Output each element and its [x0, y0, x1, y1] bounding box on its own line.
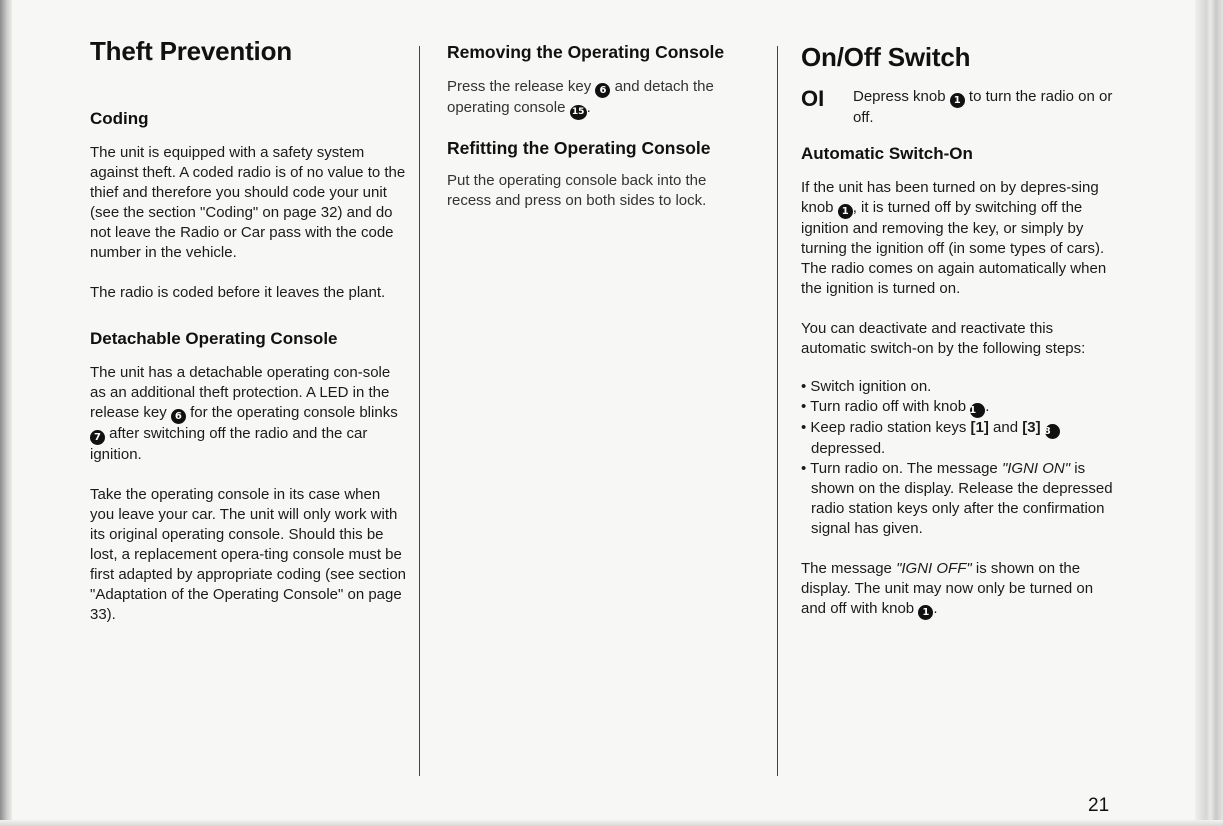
- column-operating-console: [447, 42, 747, 211]
- steps-list: [801, 377, 1119, 539]
- heading-detachable-console: Detachable Operating Console: [90, 329, 338, 348]
- removing-paragraph: Press the release key 6 and detach the operating console 15 .: [447, 77, 747, 120]
- heading-automatic-switch-on: Automatic Switch-On: [801, 144, 973, 163]
- coding-paragraph-1: The unit is equipped with a safety system against theft. A coded radio is of no value to the thief and therefore you should code your unit (see the section "Coding" on page 32) and do not leave the Radio or Car pass with the code number in the vehicle.: [90, 144, 406, 261]
- knob-1-icon: 1: [950, 93, 965, 108]
- knob-7-icon: 7: [90, 430, 105, 445]
- page-bottom-edge: [0, 820, 1223, 826]
- heading-removing-console: Removing the Operating Console: [447, 42, 725, 62]
- list-item: • Turn radio off with knob 1 .: [801, 397, 1119, 418]
- knob-1-icon: 1: [970, 403, 985, 418]
- section-title-theft-prevention: Theft Prevention: [90, 36, 292, 66]
- list-item: • Turn radio on. The message "IGNI ON" is shown on the display. Release the depressed radio station keys only after the confirmation signal has given.: [801, 459, 1119, 539]
- list-item: • Switch ignition on.: [801, 377, 1119, 397]
- column-divider: [419, 46, 420, 776]
- heading-refitting-console: Refitting the Operating Console: [447, 138, 711, 158]
- on-off-instruction: [801, 87, 1119, 128]
- book-spine-shadow: [0, 0, 12, 826]
- heading-coding: Coding: [90, 109, 149, 128]
- page-number: 21: [1088, 795, 1110, 816]
- knob-8-icon: 8: [1045, 424, 1060, 439]
- auto-paragraph-1: If the unit has been turned on by depres-sing knob 1 , it is turned off by switching off the ignition and removing the key, or simply by turning the ignition off (in some types of cars). The radio comes on again automatically when the ignition is turned on.: [801, 179, 1107, 297]
- column-on-off-switch: [801, 42, 1119, 620]
- knob-1-icon: 1: [838, 204, 853, 219]
- page-edge: [1195, 0, 1223, 826]
- knob-6-icon: 6: [595, 83, 610, 98]
- column-divider: [777, 46, 778, 776]
- auto-paragraph-3: The message "IGNI OFF" is shown on the display. The unit may now only be turned on and off with knob 1 .: [801, 560, 1094, 618]
- coding-paragraph-2: The radio is coded before it leaves the plant.: [90, 284, 386, 301]
- on-off-text: Depress knob 1 to turn the radio on or off.: [853, 88, 1113, 126]
- auto-paragraph-2: You can deactivate and reactivate this automatic switch-on by the following steps:: [801, 320, 1086, 357]
- detachable-paragraph-2: Take the operating console in its case when you leave your car. The unit will only work with its original operating console. Should this be lost, a replacement opera-ting console must be first adapted by appropriate coding (see section "Adaptation of the Operating Console" on page 33).: [90, 486, 407, 623]
- knob-1-icon: 1: [918, 605, 933, 620]
- knob-6-icon: 6: [171, 409, 186, 424]
- knob-15-icon: 15: [570, 105, 587, 120]
- refitting-paragraph: Put the operating console back into the recess and press on both sides to lock.: [447, 172, 707, 209]
- list-item: • Keep radio station keys [1] and [3] 8 depressed.: [801, 418, 1119, 459]
- on-off-symbol-icon: OI: [801, 86, 825, 111]
- detachable-paragraph-1: The unit has a detachable operating con-sole as an additional theft protection. A LED in the release key 6 for the operating console blinks 7 after switching off the radio and the car ignition.: [90, 364, 398, 463]
- column-theft-prevention: [90, 36, 408, 625]
- section-title-on-off-switch: On/Off Switch: [801, 42, 971, 72]
